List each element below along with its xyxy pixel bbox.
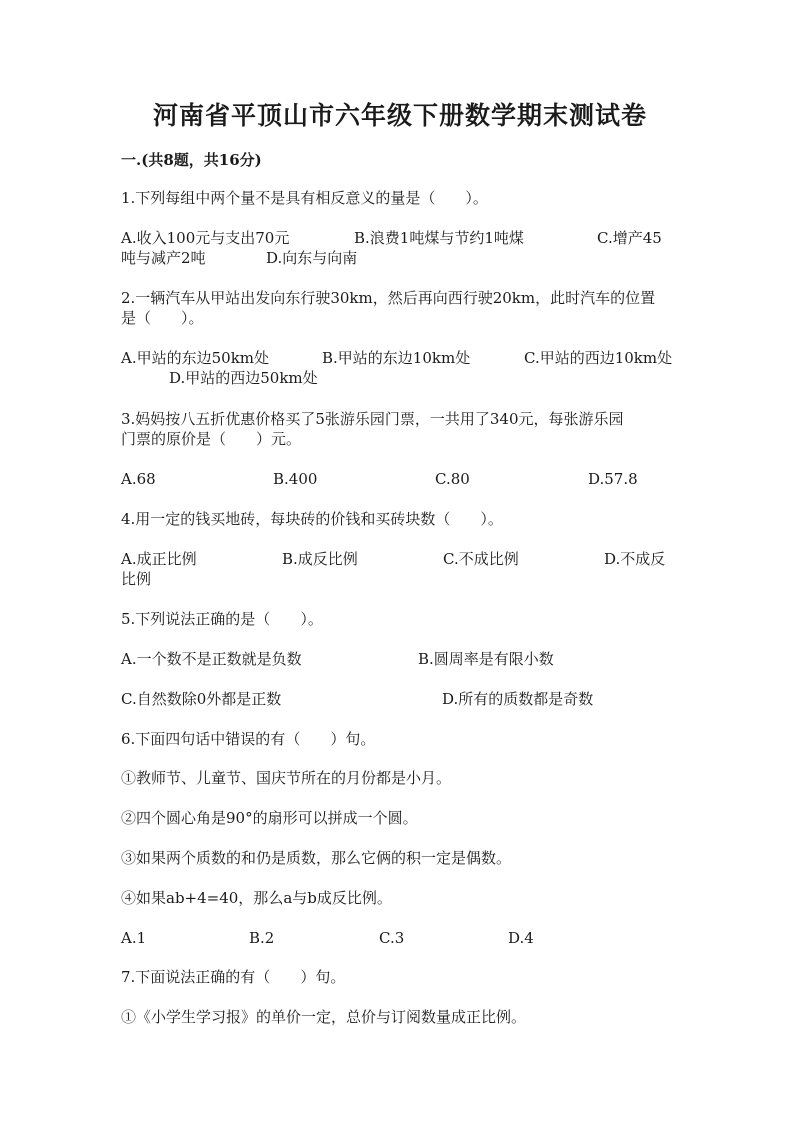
q5-option-b: B.圆周率是有限小数 [418,650,554,668]
exam-title: 河南省平顶山市六年级下册数学期末测试卷 [152,101,647,130]
q2-option-b: B.甲站的东边10km处 [322,349,471,367]
q3-option-a: A.68 [121,470,156,488]
q3-option-d: D.57.8 [588,470,638,488]
q3-option-b: B.400 [273,470,318,488]
q6-option-a: A.1 [121,929,147,947]
q7-stem: 7.下面说法正确的有（ ）句。 [121,968,346,986]
q4-option-a: A.成正比例 [121,550,197,568]
q1-option-a: A.收入100元与支出70元 [121,229,290,247]
q5-option-a: A.一个数不是正数就是负数 [121,650,302,668]
q6-statement-2: ②四个圆心角是90°的扇形可以拼成一个圆。 [121,809,418,827]
q2-stem-cont: 是（ ）。 [121,309,204,327]
q7-statement-1: ①《小学生学习报》的单价一定，总价与订阅数量成正比例。 [121,1008,527,1026]
q1-option-c-cont: 吨与减产2吨 [121,249,206,267]
q3-option-c: C.80 [435,470,470,488]
q2-stem: 2.一辆汽车从甲站出发向东行驶30km，然后再向西行驶20km，此时汽车的位置 [121,289,656,307]
q4-option-d-cont: 比例 [121,570,152,588]
q4-option-b: B.成反比例 [282,550,358,568]
q4-option-c: C.不成比例 [443,550,519,568]
q3-stem-cont: 门票的原价是（ ）元。 [121,430,302,448]
q6-statement-3: ③如果两个质数的和仍是质数，那么它俩的积一定是偶数。 [121,849,512,867]
q3-stem: 3.妈妈按八五折优惠价格买了5张游乐园门票，一共用了340元，每张游乐园 [121,410,624,428]
q5-option-d: D.所有的质数都是奇数 [442,690,594,708]
q6-stem: 6.下面四句话中错误的有（ ）句。 [121,730,376,748]
q5-option-c: C.自然数除0外都是正数 [121,690,282,708]
q4-option-d: D.不成反 [604,550,666,568]
q1-stem: 1.下列每组中两个量不是具有相反意义的量是（ ）。 [121,189,488,207]
q6-statement-1: ①教师节、儿童节、国庆节所在的月份都是小月。 [121,769,452,787]
q1-option-d: D.向东与向南 [266,249,358,267]
q6-option-c: C.3 [379,929,405,947]
q2-option-d: D.甲站的西边50km处 [169,369,318,387]
q2-option-c: C.甲站的西边10km处 [524,349,673,367]
section-heading: 一.(共8题，共16分) [121,151,262,169]
q6-option-b: B.2 [249,929,275,947]
q2-option-a: A.甲站的东边50km处 [121,349,270,367]
q6-option-d: D.4 [508,929,534,947]
q6-statement-4: ④如果ab+4=40，那么a与b成反比例。 [121,889,392,907]
q4-stem: 4.用一定的钱买地砖，每块砖的价钱和买砖块数（ ）。 [121,510,503,528]
q1-option-b: B.浪费1吨煤与节约1吨煤 [354,229,524,247]
q1-option-c: C.增产45 [597,229,662,247]
q5-stem: 5.下列说法正确的是（ ）。 [121,610,323,628]
